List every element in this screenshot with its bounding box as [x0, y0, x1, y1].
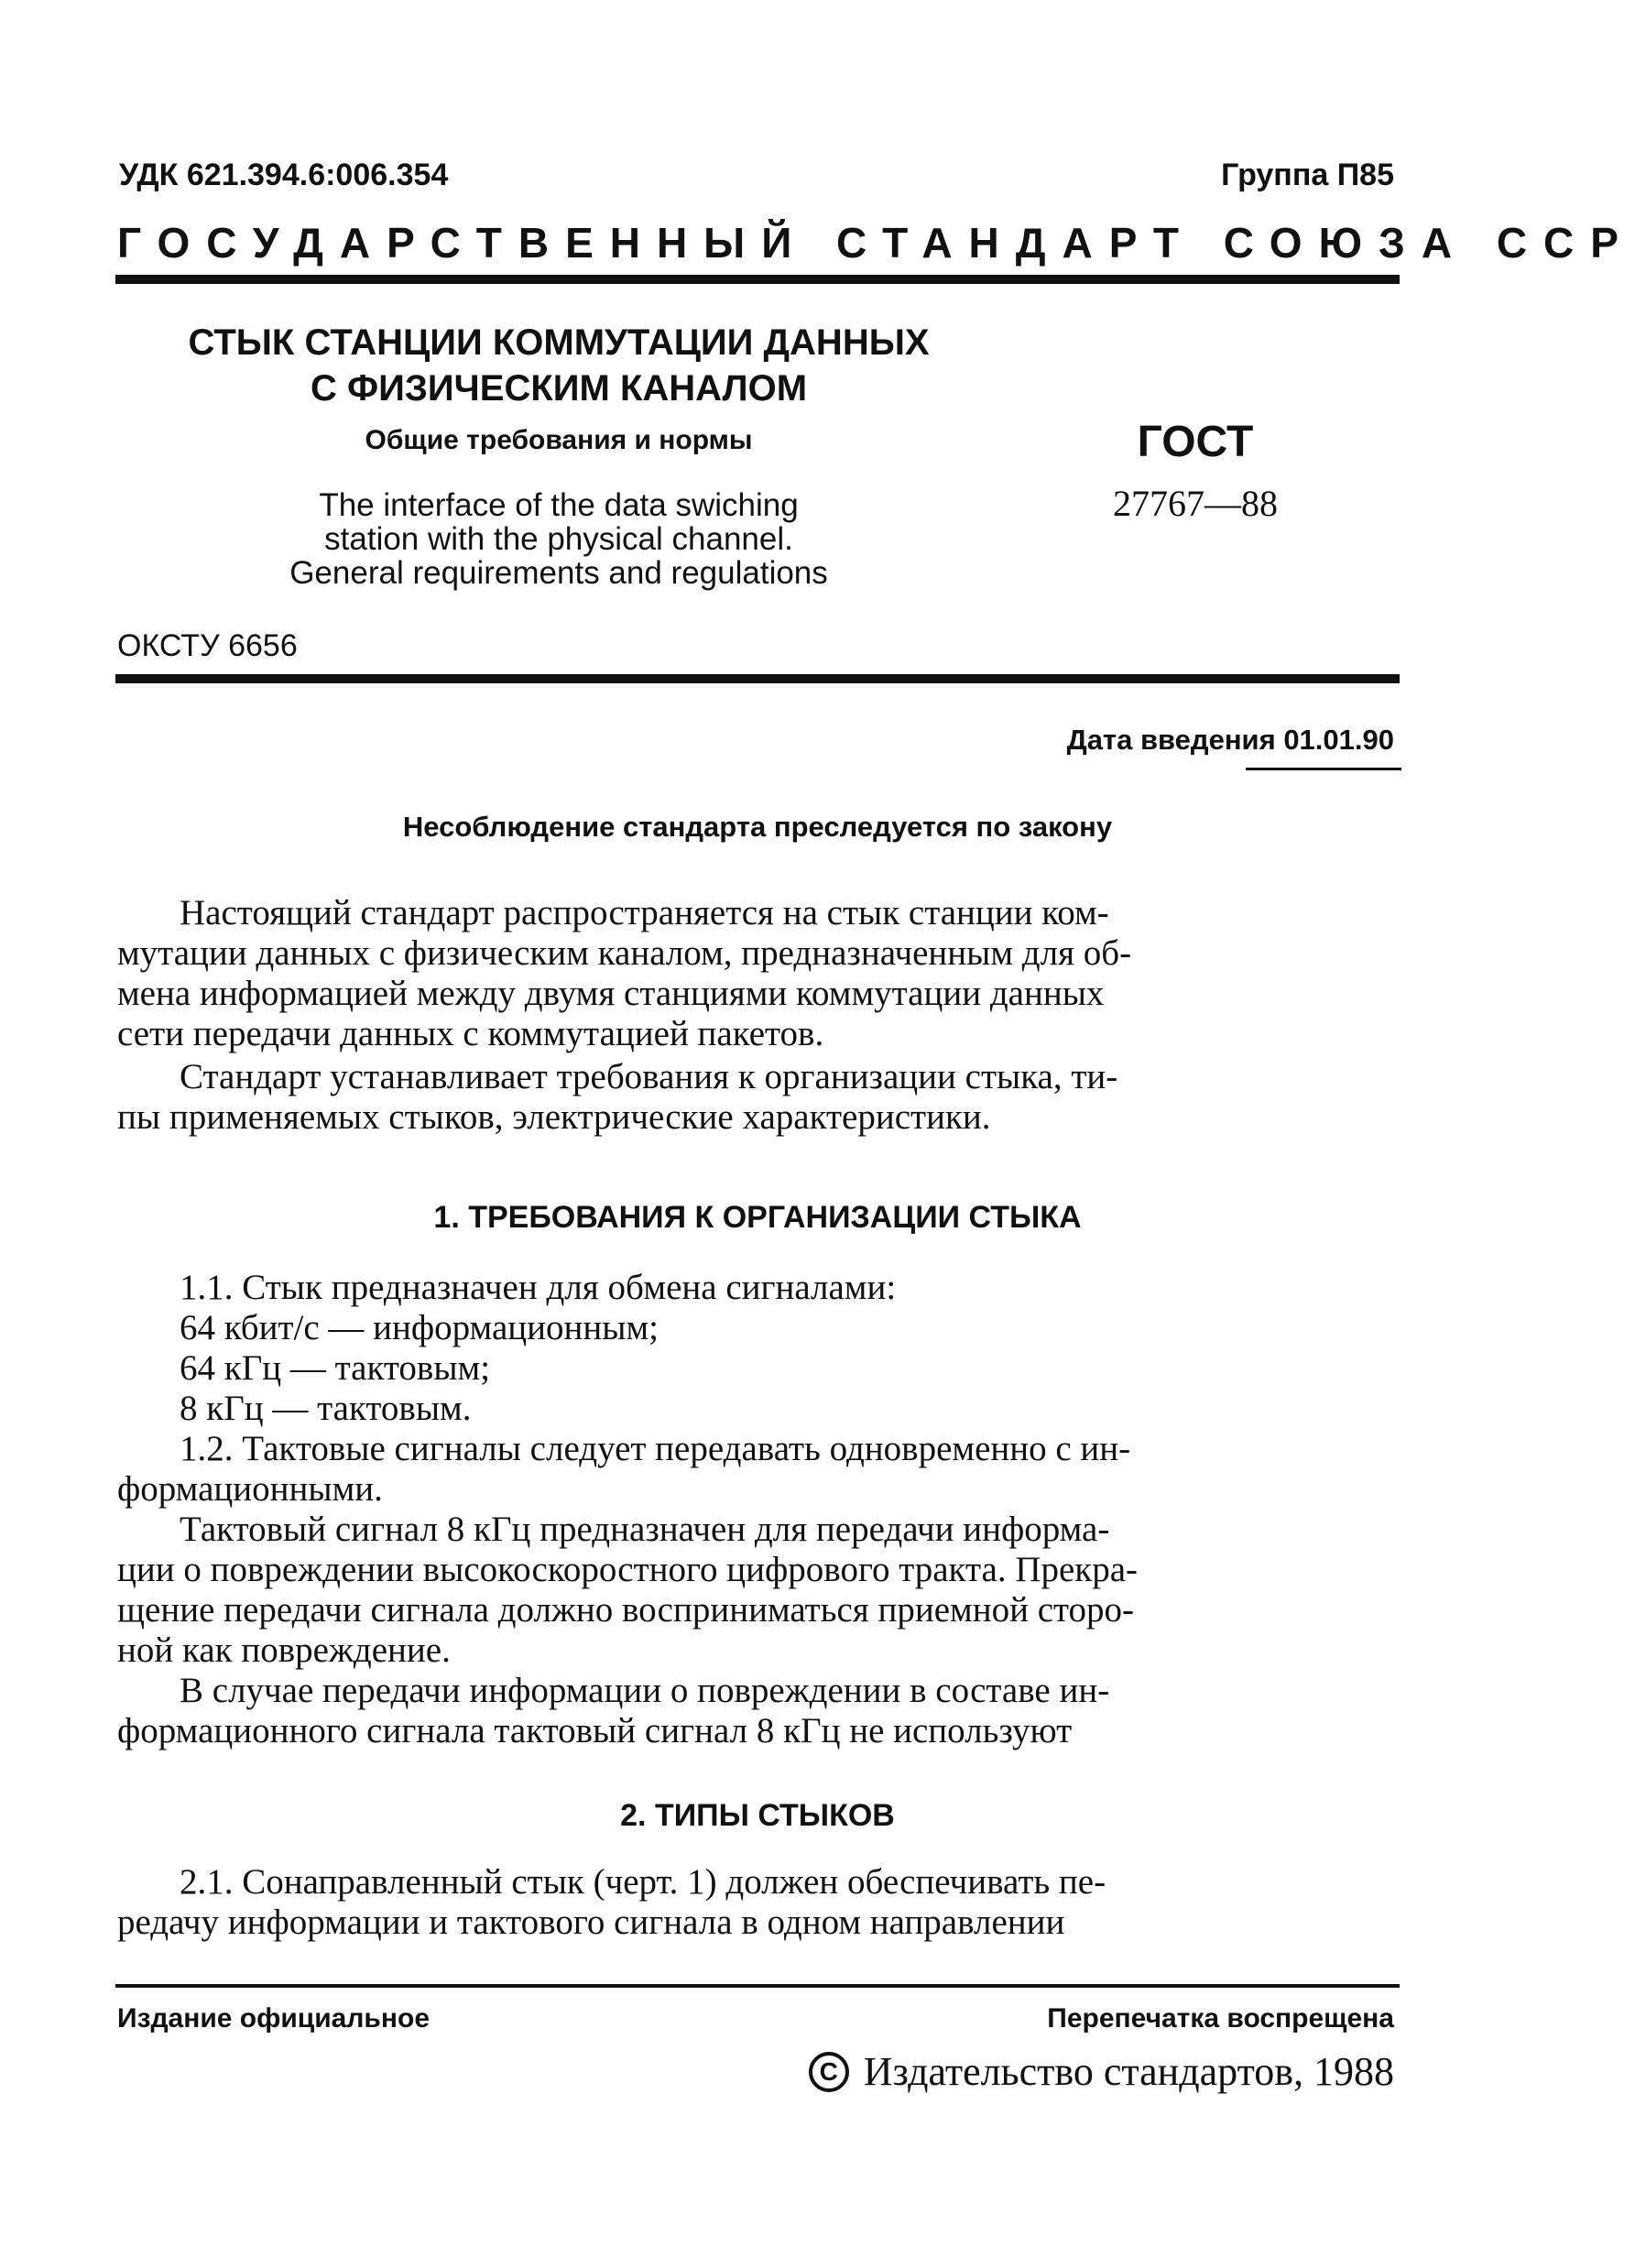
english-title-line-3: General requirements and regulations [289, 555, 828, 591]
section-1-heading: 1. ТРЕБОВАНИЯ К ОРГАНИЗАЦИИ СТЫКА [433, 1200, 1082, 1235]
text-line: щение передачи сигнала должно восприниматься приемной сторо- [117, 1590, 1135, 1630]
section-2-heading: 2. ТИПЫ СТЫКОВ [620, 1798, 895, 1833]
text-line: 64 кГц — тактовым; [180, 1348, 491, 1388]
copyright-icon: C [809, 2052, 849, 2092]
text-line: формационного сигнала тактовый сигнал 8 кГц не используют [117, 1711, 1073, 1750]
footer-rule [115, 1984, 1400, 1988]
text-line: формационными. [117, 1469, 383, 1509]
subtitle: Общие требования и нормы [365, 425, 753, 455]
state-standard-heading: ГОСУДАРСТВЕННЫЙ СТАНДАРТ СОЮЗА ССР [117, 219, 1635, 267]
text-line: 1.1. Стык предназначен для обмена сигналами: [180, 1268, 897, 1307]
date-underline [1246, 768, 1401, 770]
header-rule [115, 275, 1400, 284]
text-line: Настоящий стандарт распространяется на стык станции ком- [180, 893, 1109, 932]
text-line: сети передачи данных с коммутацией пакетов. [117, 1014, 824, 1053]
publisher-name: Издательство стандартов, 1988 [863, 2049, 1394, 2094]
text-line: 64 кбит/с — информационным; [180, 1308, 659, 1347]
text-line: мена информацией между двумя станциями коммутации данных [117, 974, 1105, 1013]
text-line: Тактовый сигнал 8 кГц предназначен для передачи информа- [180, 1510, 1110, 1549]
text-line: 2.1. Сонаправленный стык (черт. 1) должен обеспечивать пе- [180, 1862, 1106, 1902]
section-2-body [117, 1862, 1398, 1943]
intro-paragraph-1 [117, 893, 1398, 1054]
group-code: Группа П85 [1221, 158, 1394, 192]
text-line: 8 кГц — тактовым. [180, 1389, 472, 1428]
text-line: пы применяемых стыков, электрические характеристики. [117, 1097, 991, 1137]
section-1-body [117, 1268, 1398, 1751]
english-title-line-1: The interface of the data swiching [319, 487, 799, 523]
text-line: 1.2. Тактовые сигналы следует передавать одновременно с ин- [180, 1429, 1131, 1468]
text-line: мутации данных с физическим каналом, предназначенным для об- [117, 933, 1132, 973]
text-line: редачу информации и тактового сигнала в одном направлении [117, 1903, 1065, 1942]
gost-label: ГОСТ [1137, 418, 1254, 466]
edition-label: Издание официальное [117, 2003, 431, 2034]
intro-paragraph-2 [117, 1057, 1398, 1138]
udk-code: УДК 621.394.6:006.354 [119, 158, 449, 192]
gost-number: 27767—88 [1113, 483, 1278, 524]
okstu-code: ОКСТУ 6656 [117, 628, 298, 663]
legal-notice: Несоблюдение стандарта преследуется по закону [402, 811, 1113, 843]
okstu-rule [115, 674, 1400, 683]
text-line: Стандарт устанавливает требования к организации стыка, ти- [180, 1057, 1118, 1096]
effective-date: Дата введения 01.01.90 [1066, 724, 1394, 756]
english-title-line-2: station with the physical channel. [324, 521, 793, 557]
text-line: ции о повреждении высокоскоростного цифрового тракта. Прекра- [117, 1550, 1139, 1589]
publisher-line [809, 2048, 1394, 2095]
reprint-notice: Перепечатка воспрещена [1047, 2003, 1394, 2034]
text-line: ной как повреждение. [117, 1630, 451, 1670]
title-line-2: С ФИЗИЧЕСКИМ КАНАЛОМ [310, 368, 808, 409]
text-line: В случае передачи информации о повреждении в составе ин- [180, 1671, 1110, 1710]
title-line-1: СТЫК СТАНЦИИ КОММУТАЦИИ ДАННЫХ [188, 322, 930, 363]
